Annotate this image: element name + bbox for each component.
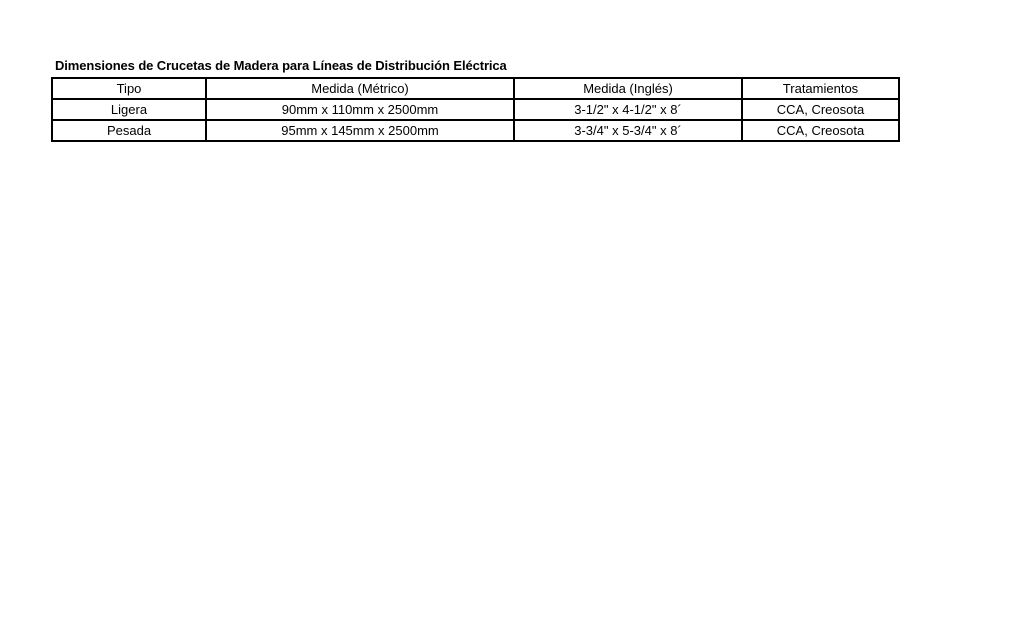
table-title[interactable]: Dimensiones de Crucetas de Madera para Líneas de Distribución Eléctrica <box>55 58 507 73</box>
table-cell[interactable]: 3-1/2" x 4-1/2" x 8´ <box>514 99 742 120</box>
table-cell[interactable]: CCA, Creosota <box>742 120 899 141</box>
table-row <box>52 99 899 120</box>
header-cell-tipo[interactable]: Tipo <box>52 78 206 99</box>
table-cell[interactable]: 3-3/4" x 5-3/4" x 8´ <box>514 120 742 141</box>
table-cell[interactable]: Ligera <box>52 99 206 120</box>
table-cell[interactable]: Pesada <box>52 120 206 141</box>
dimensions-table <box>51 77 900 142</box>
header-cell-medida-metrico[interactable]: Medida (Métrico) <box>206 78 514 99</box>
table-cell[interactable]: 90mm x 110mm x 2500mm <box>206 99 514 120</box>
table-cell[interactable]: 95mm x 145mm x 2500mm <box>206 120 514 141</box>
table-cell[interactable]: CCA, Creosota <box>742 99 899 120</box>
header-row <box>52 78 899 99</box>
table-row <box>52 120 899 141</box>
header-cell-tratamientos[interactable]: Tratamientos <box>742 78 899 99</box>
header-cell-medida-ingles[interactable]: Medida (Inglés) <box>514 78 742 99</box>
